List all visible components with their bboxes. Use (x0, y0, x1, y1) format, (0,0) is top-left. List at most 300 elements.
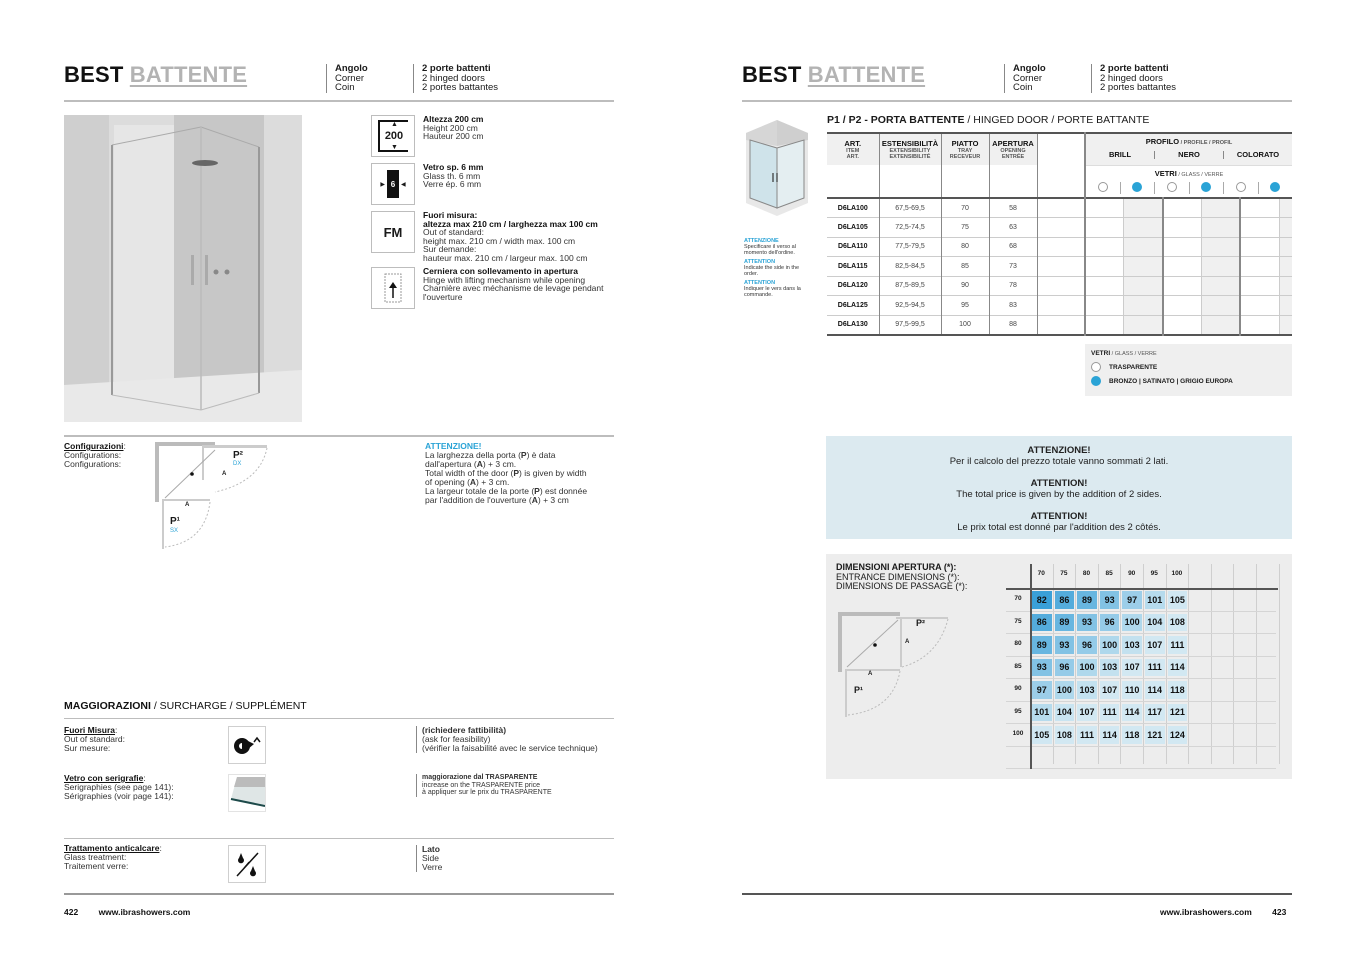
legend-item-label: TRASPARENTE (1109, 363, 1158, 371)
price-cell (1240, 276, 1279, 296)
surcharge-row-3-label: Trattamento anticalcare: Glass treatment: Traitement verre: (64, 843, 162, 871)
price-cell (1201, 218, 1240, 238)
table-row (827, 198, 1292, 218)
attention-text: ) + 3 cm (537, 495, 569, 505)
label-en: Glass treatment: (64, 852, 127, 862)
footer-divider (742, 893, 1292, 895)
price-cell (1201, 257, 1240, 277)
type-column (326, 64, 368, 93)
glass-header (1085, 165, 1292, 198)
feature-line: Vetro sp. 6 mm (423, 162, 484, 172)
legend-title-rest: / GLASS / VERRE (1110, 351, 1157, 357)
opening: 58 (989, 198, 1037, 218)
a-label-horizontal: A (185, 502, 190, 508)
model-name: BATTENTE (807, 62, 926, 87)
legend-item-transparent (1091, 362, 1286, 372)
header-divider (742, 100, 1292, 102)
price-cell (1201, 198, 1240, 218)
a-label-vertical: A (905, 639, 910, 645)
price-cell (1279, 237, 1292, 257)
header-sub: EXTENSIBILITY (889, 147, 931, 154)
attention-symbol: P (513, 468, 520, 478)
grid-value-cell: 93 (1032, 659, 1052, 677)
art-code: D6LA130 (827, 315, 879, 335)
dimensions-grid (1006, 564, 1281, 769)
grid-value-cell: 108 (1168, 614, 1188, 632)
feature-line: Hinge with lifting mechanism while opening (423, 274, 586, 285)
radio-empty-icon (1098, 182, 1108, 192)
feature-line: Hauteur 200 cm (423, 131, 484, 141)
note-en: Side (422, 853, 440, 863)
extensibility: 82,5-84,5 (879, 257, 941, 277)
extensibility: 77,5-79,5 (879, 237, 941, 257)
grid-value-cell: 100 (1122, 614, 1142, 632)
art-code: D6LA120 (827, 276, 879, 296)
grid-line-horizontal (1006, 723, 1276, 724)
grid-value-cell: 89 (1055, 614, 1075, 632)
grid-value-cell: 104 (1055, 704, 1075, 722)
grid-row-label: 100 (1012, 730, 1024, 737)
doors-fr: 2 portes battantes (1100, 82, 1177, 93)
grid-value-cell: 105 (1032, 726, 1052, 744)
label-it: Trattamento anticalcare (64, 843, 160, 853)
note-it: (richiedere fattibilità) (422, 725, 507, 735)
dimensions-title (836, 563, 967, 592)
type-en: Corner (1013, 72, 1043, 84)
section-title (827, 114, 1149, 126)
header-main: PIATTO (951, 138, 979, 148)
grid-row-label: 90 (1014, 685, 1022, 692)
feature-line: Fuori misura: (423, 210, 478, 220)
legend-item-label: BRONZO | SATINATO | GRIGIO EUROPA (1109, 377, 1233, 385)
glass-icon-label: 6 (387, 170, 399, 198)
header-main: APERTURA (992, 138, 1034, 148)
grid-value-cell: 108 (1055, 726, 1075, 744)
price-cell (1124, 237, 1163, 257)
table-row (827, 257, 1292, 277)
grid-value-cell: 111 (1077, 726, 1097, 744)
grid-value-cell: 86 (1032, 614, 1052, 632)
radio-filled-icon (1201, 182, 1211, 192)
price-cell (1279, 198, 1292, 218)
fm-icon (371, 211, 415, 253)
config-divider (64, 435, 614, 437)
header-profile (1085, 133, 1292, 165)
surcharge-title (64, 700, 307, 712)
price-cell (1201, 296, 1240, 316)
alert-title: ATTENZIONE! (1027, 445, 1091, 456)
extensibility: 87,5-89,5 (879, 276, 941, 296)
type-fr: Coin (335, 82, 355, 93)
brand-name: BEST (742, 62, 802, 87)
grid-line-horizontal (1006, 633, 1276, 634)
surcharge-row-1-note (416, 726, 598, 753)
header-extensibility (879, 133, 941, 165)
radio-filled-icon (1270, 182, 1280, 192)
config-label-fr: Configurations: (64, 459, 122, 469)
doors-it: 2 porte battenti (1100, 63, 1169, 74)
price-cell (1085, 315, 1124, 335)
grid-value-cell: 107 (1077, 704, 1097, 722)
attention-text: La larghezza della porta ( (425, 450, 521, 460)
surcharge-divider (64, 718, 614, 719)
feature-height-text (423, 115, 483, 163)
feature-line: hauteur max. 210 cm / largeur max. 100 cm (423, 252, 588, 263)
features-list (371, 115, 616, 315)
feature-line: Verre ép. 6 mm (423, 179, 482, 189)
opening: 68 (989, 237, 1037, 257)
grid-value-cell: 89 (1077, 591, 1097, 609)
alert-text: The total price is given by the addition of 2 sides. (956, 489, 1162, 500)
price-cell (1124, 257, 1163, 277)
product-title (64, 62, 247, 88)
surcharge-divider-2 (64, 838, 614, 839)
grid-value-cell: 121 (1145, 726, 1165, 744)
price-cell (1201, 315, 1240, 335)
empty-cell (1037, 198, 1085, 218)
glass-option-cell (1121, 182, 1156, 194)
type-column (1004, 64, 1046, 93)
product-title (742, 62, 925, 88)
header-sub: OPENING (1000, 147, 1026, 154)
side-note-title: ATTENZIONE (744, 238, 779, 244)
grid-value-cell: 121 (1168, 704, 1188, 722)
tray-size: 75 (941, 218, 989, 238)
a-label-vertical: A (222, 471, 227, 477)
grid-line-horizontal (1006, 678, 1276, 679)
side-note-title: ATTENTION (744, 280, 776, 286)
price-cell (1279, 296, 1292, 316)
product-thumbnail (742, 118, 812, 218)
profile-title: PROFILO (1145, 137, 1180, 146)
attention-text: ) è data (526, 450, 556, 460)
p1-label: P¹ (854, 685, 863, 695)
price-cell (1240, 257, 1279, 277)
radio-empty-icon (1167, 182, 1177, 192)
label-en: Serigraphies (see page 141): (64, 782, 174, 792)
doors-column (413, 64, 498, 93)
profile-rest: / PROFILE / PROFIL (1179, 140, 1233, 146)
grid-line-vertical (1098, 564, 1099, 764)
note-en: (ask for feasibility) (422, 734, 491, 744)
note-fr: à appliquer sur le prix du TRASPARENTE (422, 789, 552, 796)
price-cell (1124, 218, 1163, 238)
grid-value-cell: 107 (1100, 681, 1120, 699)
empty-cell (1037, 257, 1085, 277)
glass-option-cell (1259, 182, 1293, 194)
extensibility: 67,5-69,5 (879, 198, 941, 218)
attention-text: of opening ( (425, 477, 470, 487)
grid-value-cell: 96 (1055, 659, 1075, 677)
feature-line: Cerniera con sollevamento in apertura (423, 266, 578, 276)
grid-value-cell: 100 (1055, 681, 1075, 699)
feature-fm-text (423, 211, 598, 267)
grid-value-cell: 97 (1032, 681, 1052, 699)
label-fr: Traitement verre: (64, 861, 129, 871)
type-it: Angolo (335, 63, 368, 74)
page-number: 423 (1272, 907, 1287, 917)
price-cell (1240, 237, 1279, 257)
surcharge-title-rest: / SURCHARGE / SUPPLÉMENT (150, 700, 307, 712)
header-sub: ART. (846, 153, 859, 160)
grid-value-cell: 114 (1100, 726, 1120, 744)
website-link[interactable]: www.ibrashowers.com (98, 907, 191, 917)
grid-value-cell: 96 (1077, 636, 1097, 654)
attention-lines (425, 451, 615, 505)
grid-value-cell: 100 (1077, 659, 1097, 677)
grid-row-label: 70 (1014, 595, 1022, 602)
tray-size: 100 (941, 315, 989, 335)
price-cell (1240, 296, 1279, 316)
glass-option-cell (1224, 182, 1259, 194)
tray-size: 85 (941, 257, 989, 277)
side-note-text: Indiquer le vers dans la commande. (744, 286, 801, 298)
header-divider (64, 100, 614, 102)
glass-option-cell (1086, 182, 1121, 194)
grid-line-horizontal (1006, 701, 1276, 702)
extensibility: 97,5-99,5 (879, 315, 941, 335)
doors-en: 2 hinged doors (422, 72, 485, 84)
table-row (827, 315, 1292, 335)
grid-line-vertical (1166, 564, 1167, 764)
p2-label: P² (233, 450, 243, 461)
note-it: maggiorazione dal TRASPARENTE (422, 774, 538, 781)
table-row (827, 237, 1292, 257)
grid-line-vertical (1256, 564, 1257, 764)
config-diagram (155, 442, 275, 552)
header-main: ART. (844, 138, 862, 148)
doors-fr: 2 portes battantes (422, 82, 499, 93)
grid-value-cell: 118 (1122, 726, 1142, 744)
surcharge-title-main: MAGGIORAZIONI (64, 700, 151, 712)
grid-line-vertical (1143, 564, 1144, 764)
section-title-main: P1 / P2 - PORTA BATTENTE (827, 114, 965, 126)
tray-size: 90 (941, 276, 989, 296)
config-label-en: Configurations: (64, 450, 122, 460)
extensibility: 72,5-74,5 (879, 218, 941, 238)
grid-line-vertical (1233, 564, 1234, 764)
grid-value-cell: 97 (1122, 591, 1142, 609)
grid-value-cell: 111 (1100, 704, 1120, 722)
header-main: ESTENSIBILITÀ (881, 138, 939, 148)
grid-value-cell: 105 (1168, 591, 1188, 609)
grid-value-cell: 86 (1055, 591, 1075, 609)
grid-value-cell: 114 (1122, 704, 1142, 722)
price-cell (1163, 276, 1202, 296)
grid-row-label: 85 (1014, 662, 1022, 670)
grid-value-cell: 93 (1077, 614, 1097, 632)
price-cell (1085, 296, 1124, 316)
price-cell (1240, 218, 1279, 238)
header-empty (1037, 133, 1085, 165)
grid-row-label: 80 (1014, 640, 1022, 647)
grid-col-label: 95 (1150, 570, 1158, 577)
price-cell (1163, 218, 1202, 238)
glass-options (1086, 182, 1292, 194)
tray-size: 80 (941, 237, 989, 257)
grid-line-horizontal (1006, 611, 1276, 612)
grid-line-horizontal (1006, 746, 1276, 747)
price-cell (1163, 315, 1202, 335)
grid-value-cell: 101 (1145, 591, 1165, 609)
article-table (827, 132, 1292, 336)
feature-glass-text (423, 163, 483, 211)
grid-value-cell: 89 (1032, 636, 1052, 654)
grid-value-cell: 110 (1122, 681, 1142, 699)
tray-size: 95 (941, 296, 989, 316)
feature-line: l'ouverture (423, 291, 463, 302)
dimensions-diagram (838, 612, 953, 717)
doors-en: 2 hinged doors (1100, 72, 1163, 84)
grid-line-vertical (1279, 564, 1280, 764)
glass-option-cell (1155, 182, 1190, 194)
art-code: D6LA105 (827, 218, 879, 238)
note-fr: Verre (422, 862, 443, 872)
radio-empty-icon (1236, 182, 1246, 192)
header-sub: EXTENSIBILITÉ (889, 153, 931, 160)
glass-pane-icon (228, 774, 266, 812)
grid-line-vertical (1053, 564, 1054, 764)
feature-line: Charnière avec méchanisme de levage pendant (423, 283, 604, 293)
attention-text: Total width of the door ( (425, 468, 514, 478)
attention-text: ) + 3 cm. (482, 459, 517, 469)
grid-value-cell: 96 (1100, 614, 1120, 632)
table-row (827, 296, 1292, 316)
grid-value-cell: 107 (1122, 659, 1142, 677)
attention-note (425, 442, 615, 505)
note-fr: (vérifier la faisabilité avec le service technique) (422, 743, 598, 753)
footer-left (64, 907, 190, 917)
price-cell (1201, 237, 1240, 257)
label-it: Fuori Misura (64, 725, 116, 735)
alert-text: Per il calcolo del prezzo totale vanno sommati 2 lati. (949, 456, 1169, 467)
feature-glass (371, 163, 616, 211)
price-cell (1124, 198, 1163, 218)
type-fr: Coin (1013, 82, 1033, 93)
opening: 78 (989, 276, 1037, 296)
website-link[interactable]: www.ibrashowers.com (1160, 907, 1252, 917)
label-it: Vetro con serigrafie (64, 773, 144, 783)
empty-cell (1037, 237, 1085, 257)
price-cell (1240, 198, 1279, 218)
grid-value-cell: 114 (1145, 681, 1165, 699)
model-name: BATTENTE (129, 62, 248, 87)
attention-text: ) is given by width (519, 468, 587, 478)
price-cell (1201, 276, 1240, 296)
glass-title: VETRI (1154, 168, 1177, 178)
grid-value-cell: 117 (1145, 704, 1165, 722)
glass-option-cell (1190, 182, 1225, 194)
price-cell (1085, 218, 1124, 238)
extensibility: 92,5-94,5 (879, 296, 941, 316)
side-note-text: Specificare il verso al momento dell'ordine. (744, 244, 796, 256)
p1-label: P¹ (170, 516, 180, 527)
side-notes (744, 238, 814, 298)
art-code: D6LA110 (827, 237, 879, 257)
attention-symbol: A (476, 459, 483, 469)
price-cell (1124, 276, 1163, 296)
dimensions-panel (826, 554, 1292, 779)
dimensions-title-fr: DIMENSIONS DE PASSAGE (*): (836, 581, 968, 591)
legend-item-tinted (1091, 376, 1286, 386)
footer-divider (64, 893, 614, 895)
footer-right (1160, 907, 1286, 917)
product-photo (64, 115, 302, 422)
section-title-rest: / HINGED DOOR / PORTE BATTANTE (964, 114, 1150, 126)
feature-line: Altezza 200 cm (423, 114, 484, 124)
note-en: increase on the TRASPARENTE price (422, 781, 541, 789)
opening: 63 (989, 218, 1037, 238)
price-cell (1085, 276, 1124, 296)
table-row (827, 218, 1292, 238)
tape-measure-icon (228, 726, 266, 764)
attention-text: par l'addition de l'ouverture ( (425, 495, 532, 505)
dimensions-title-it: DIMENSIONI APERTURA (*): (836, 562, 957, 572)
surcharge-row-1-label: Fuori Misura: Out of standard: Sur mesure: (64, 725, 125, 753)
opening: 73 (989, 257, 1037, 277)
radio-filled-icon (1091, 376, 1101, 386)
feature-height (371, 115, 616, 163)
grid-value-cell: 100 (1100, 636, 1120, 654)
header-tray (941, 133, 989, 165)
grid-col-label: 100 (1171, 570, 1183, 577)
grid-line-vertical (1211, 564, 1212, 764)
price-cell (1085, 198, 1124, 218)
glass-rest: / GLASS / VERRE (1176, 171, 1224, 178)
grid-value-cell: 111 (1145, 659, 1165, 677)
radio-filled-icon (1132, 182, 1142, 192)
page-number: 422 (64, 907, 79, 917)
table-row (827, 276, 1292, 296)
opening: 88 (989, 315, 1037, 335)
grid-value-cell: 103 (1100, 659, 1120, 677)
grid-axis-horizontal (1006, 588, 1278, 590)
glass-legend (1085, 344, 1292, 396)
profile-colorato: COLORATO (1236, 150, 1280, 159)
p2-side-label: DX (233, 461, 242, 467)
attention-text: ) est donnée (539, 486, 588, 496)
grid-line-vertical (1075, 564, 1076, 764)
note-it: Lato (422, 844, 440, 854)
price-cell (1279, 218, 1292, 238)
empty-cell (1037, 218, 1085, 238)
grid-line-horizontal (1006, 656, 1276, 657)
grid-value-cell: 93 (1055, 636, 1075, 654)
surcharge-row-3-note (416, 845, 442, 872)
right-page (678, 0, 1356, 959)
grid-value-cell: 118 (1168, 681, 1188, 699)
surcharge-row-2-note (416, 774, 552, 797)
art-code: D6LA115 (827, 257, 879, 277)
side-note-text: Indicate the side in the order. (744, 265, 800, 277)
dimensions-title-en: ENTRANCE DIMENSIONS (*): (836, 571, 960, 582)
grid-line-horizontal (1006, 768, 1276, 769)
feature-hinge (371, 267, 616, 315)
profile-nero: NERO (1155, 151, 1224, 159)
alert-text: Le prix total est donné par l'addition des 2 côtés. (957, 522, 1161, 533)
grid-value-cell: 111 (1168, 636, 1188, 654)
header-sub: ENTRÉE (1001, 153, 1025, 160)
config-label-it: Configurazioni (64, 441, 124, 451)
price-cell (1279, 315, 1292, 335)
attention-symbol: A (531, 495, 538, 505)
feature-line: altezza max 210 cm / larghezza max 100 cm (423, 218, 598, 229)
grid-value-cell: 107 (1145, 636, 1165, 654)
empty-cell (1037, 315, 1085, 335)
attention-line (425, 496, 615, 505)
glass-thickness-icon: ▶ 6 ◀ (371, 163, 415, 205)
alert-title: ATTENTION! (1030, 478, 1088, 489)
